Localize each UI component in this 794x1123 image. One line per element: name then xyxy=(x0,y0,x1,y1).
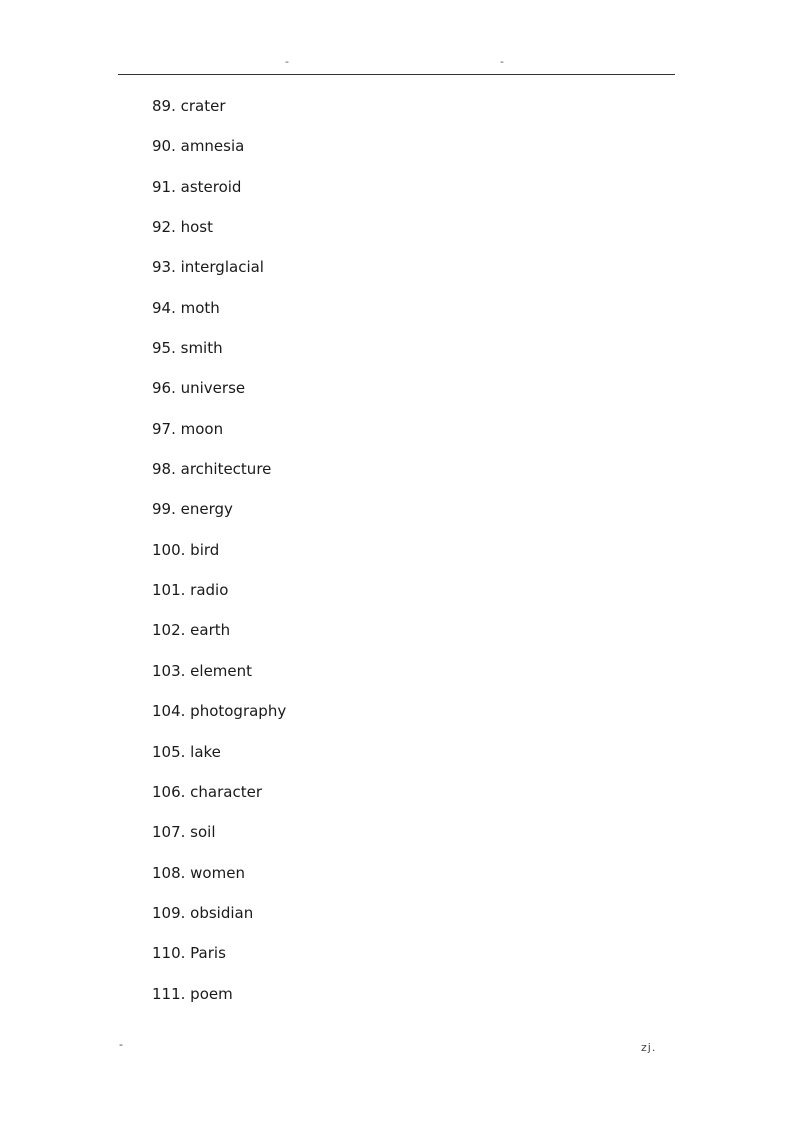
list-item: 108. women xyxy=(152,863,245,882)
list-item: 94. moth xyxy=(152,298,220,317)
list-item: 109. obsidian xyxy=(152,903,254,922)
list-item: 105. lake xyxy=(152,742,221,761)
list-item: 110. Paris xyxy=(152,944,226,963)
list-item: 89. crater xyxy=(152,97,226,115)
footer-left-mark: - xyxy=(119,1038,123,1051)
list-item: 96. universe xyxy=(152,379,246,398)
list-item: 107. soil xyxy=(152,823,216,842)
header-right-mark: - xyxy=(500,55,504,68)
list-item: 100. bird xyxy=(152,540,220,559)
list-item: 102. earth xyxy=(152,621,231,640)
list-item: 111. poem xyxy=(152,984,233,1003)
list-item: 92. host xyxy=(152,218,214,237)
list-item: 99. energy xyxy=(152,500,233,519)
word-list xyxy=(152,96,286,1024)
list-item: 103. element xyxy=(152,661,253,680)
list-item: 97. moon xyxy=(152,419,224,438)
list-item: 93. interglacial xyxy=(152,258,264,277)
footer-right-text: zj. xyxy=(641,1041,657,1054)
list-item: 91. asteroid xyxy=(152,177,242,196)
list-item: 95. smith xyxy=(152,339,223,358)
list-item: 104. photography xyxy=(152,702,287,721)
list-item: 90. amnesia xyxy=(152,137,245,156)
page-header xyxy=(118,0,675,75)
list-item: 106. character xyxy=(152,782,262,801)
list-item: 101. radio xyxy=(152,581,229,600)
list-item: 98. architecture xyxy=(152,460,272,479)
header-left-mark: - xyxy=(285,55,289,68)
